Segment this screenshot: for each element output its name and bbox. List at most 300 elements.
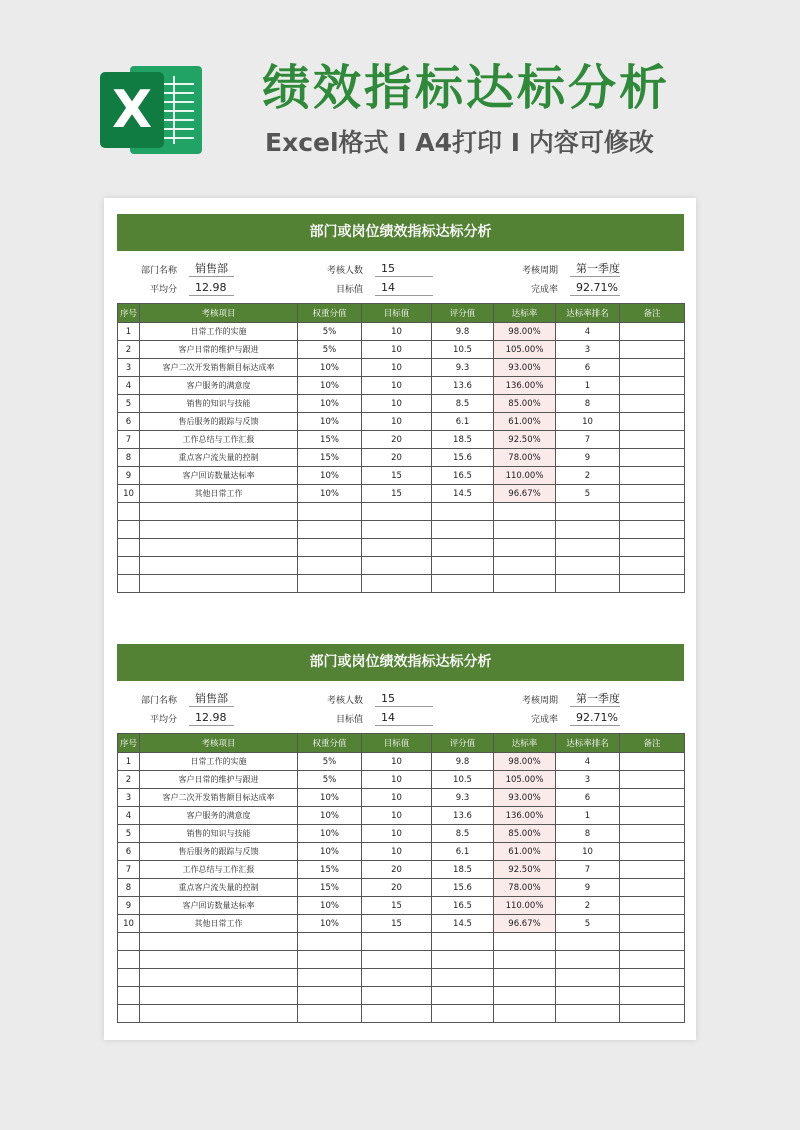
table-row	[118, 413, 685, 431]
table-cell[interactable]: 2	[556, 897, 620, 915]
table-cell[interactable]	[494, 557, 556, 575]
table-cell[interactable]: 85.00%	[494, 395, 556, 413]
table-cell[interactable]	[140, 987, 298, 1005]
table-cell[interactable]	[362, 539, 432, 557]
table-cell[interactable]: 78.00%	[494, 879, 556, 897]
table-cell[interactable]: 5	[118, 825, 140, 843]
table-cell[interactable]: 10	[362, 807, 432, 825]
table-cell[interactable]	[620, 521, 685, 539]
table-cell[interactable]: 5%	[298, 771, 362, 789]
table-cell[interactable]	[620, 503, 685, 521]
table-cell[interactable]: 9.3	[432, 789, 494, 807]
table-cell[interactable]: 10	[362, 377, 432, 395]
table-cell[interactable]	[362, 575, 432, 593]
table-cell[interactable]: 10	[362, 825, 432, 843]
table-cell[interactable]	[298, 951, 362, 969]
table-cell[interactable]	[494, 575, 556, 593]
table-row	[118, 861, 685, 879]
table-cell[interactable]: 110.00%	[494, 897, 556, 915]
table-cell[interactable]	[620, 323, 685, 341]
table-cell[interactable]: 105.00%	[494, 341, 556, 359]
table-cell[interactable]	[432, 557, 494, 575]
table-cell[interactable]: 15%	[298, 449, 362, 467]
table-cell[interactable]: 4	[556, 753, 620, 771]
table-cell[interactable]: 92.50%	[494, 431, 556, 449]
table-cell[interactable]: 3	[556, 341, 620, 359]
table-cell[interactable]: 4	[118, 377, 140, 395]
table-cell[interactable]: 客户回访数量达标率	[140, 467, 298, 485]
table-cell[interactable]	[494, 521, 556, 539]
table-cell[interactable]: 85.00%	[494, 825, 556, 843]
table-cell[interactable]: 1	[118, 323, 140, 341]
target-value-label: 目标值	[335, 715, 363, 725]
table-cell[interactable]	[140, 503, 298, 521]
table-cell[interactable]	[362, 987, 432, 1005]
table-row	[118, 807, 685, 825]
table-cell[interactable]	[298, 539, 362, 557]
table-cell[interactable]: 1	[556, 807, 620, 825]
table-cell[interactable]: 18.5	[432, 861, 494, 879]
table-cell[interactable]	[620, 879, 685, 897]
column-header: 权重分值	[298, 734, 362, 753]
column-header: 评分值	[432, 304, 494, 323]
table-header-row	[118, 304, 685, 323]
table-cell[interactable]	[118, 503, 140, 521]
table-cell[interactable]	[620, 539, 685, 557]
table-cell[interactable]: 10%	[298, 825, 362, 843]
table-cell[interactable]: 10%	[298, 485, 362, 503]
table-cell[interactable]: 重点客户流失量的控制	[140, 879, 298, 897]
table-cell[interactable]: 18.5	[432, 431, 494, 449]
table-cell[interactable]: 10	[556, 843, 620, 861]
table-row	[118, 431, 685, 449]
table-cell[interactable]: 10%	[298, 843, 362, 861]
table-cell[interactable]	[140, 969, 298, 987]
completion-rate-value[interactable]: 92.71%	[570, 710, 620, 726]
document-paper	[104, 198, 696, 1040]
table-cell[interactable]: 10%	[298, 789, 362, 807]
table-cell[interactable]: 15	[362, 897, 432, 915]
score-table	[117, 733, 685, 1023]
table-cell[interactable]	[140, 521, 298, 539]
table-cell[interactable]: 93.00%	[494, 789, 556, 807]
table-cell[interactable]: 15.6	[432, 879, 494, 897]
table-cell[interactable]	[118, 539, 140, 557]
table-cell[interactable]	[362, 557, 432, 575]
table-cell[interactable]	[620, 861, 685, 879]
table-cell[interactable]	[620, 933, 685, 951]
table-cell[interactable]	[432, 933, 494, 951]
column-header: 达标率	[494, 734, 556, 753]
table-cell[interactable]: 8	[556, 825, 620, 843]
table-cell[interactable]	[556, 933, 620, 951]
table-cell[interactable]: 销售的知识与技能	[140, 395, 298, 413]
table-cell[interactable]: 15	[362, 485, 432, 503]
average-score-label: 平均分	[149, 285, 177, 295]
table-row	[118, 969, 685, 987]
table-cell[interactable]: 8	[556, 395, 620, 413]
table-cell[interactable]	[556, 951, 620, 969]
table-cell[interactable]: 96.67%	[494, 915, 556, 933]
table-cell[interactable]: 10%	[298, 413, 362, 431]
table-cell[interactable]: 10.5	[432, 771, 494, 789]
table-cell[interactable]: 10%	[298, 807, 362, 825]
completion-rate-label: 完成率	[530, 285, 558, 295]
table-cell[interactable]	[620, 575, 685, 593]
table-cell[interactable]	[118, 951, 140, 969]
table-cell[interactable]: 5	[556, 915, 620, 933]
table-cell[interactable]: 6	[118, 413, 140, 431]
table-cell[interactable]: 20	[362, 861, 432, 879]
table-cell[interactable]: 15	[362, 915, 432, 933]
summary-info	[117, 251, 684, 303]
table-cell[interactable]	[494, 539, 556, 557]
page-title: 绩效指标达标分析	[262, 60, 671, 116]
column-header: 备注	[620, 734, 685, 753]
table-cell[interactable]: 10%	[298, 359, 362, 377]
table-cell[interactable]	[620, 377, 685, 395]
table-cell[interactable]	[620, 359, 685, 377]
table-cell[interactable]	[494, 969, 556, 987]
table-cell[interactable]	[432, 951, 494, 969]
table-cell[interactable]: 10	[362, 395, 432, 413]
table-cell[interactable]: 10%	[298, 395, 362, 413]
table-cell[interactable]	[494, 951, 556, 969]
table-cell[interactable]	[432, 969, 494, 987]
table-cell[interactable]: 客户二次开发销售额目标达成率	[140, 359, 298, 377]
table-cell[interactable]: 20	[362, 879, 432, 897]
table-cell[interactable]: 客户日常的维护与跟进	[140, 771, 298, 789]
dept-name-label: 部门名称	[140, 266, 177, 276]
table-cell[interactable]	[362, 503, 432, 521]
table-cell[interactable]	[620, 467, 685, 485]
table-cell[interactable]	[140, 539, 298, 557]
table-row	[118, 557, 685, 575]
table-cell[interactable]: 2	[118, 771, 140, 789]
table-cell[interactable]: 10	[362, 753, 432, 771]
completion-rate-value[interactable]: 92.71%	[570, 280, 620, 296]
table-cell[interactable]	[140, 575, 298, 593]
table-cell[interactable]	[298, 557, 362, 575]
table-cell[interactable]	[494, 503, 556, 521]
table-cell[interactable]: 2	[118, 341, 140, 359]
table-row	[118, 395, 685, 413]
dept-name-value[interactable]: 销售部	[189, 261, 234, 277]
table-cell[interactable]: 136.00%	[494, 377, 556, 395]
people-count-label: 考核人数	[326, 696, 363, 706]
table-cell[interactable]: 1	[556, 377, 620, 395]
table-cell[interactable]: 110.00%	[494, 467, 556, 485]
table-cell[interactable]: 2	[556, 467, 620, 485]
table-cell[interactable]: 8	[118, 449, 140, 467]
table-cell[interactable]	[620, 843, 685, 861]
table-row	[118, 449, 685, 467]
table-cell[interactable]: 93.00%	[494, 359, 556, 377]
table-cell[interactable]: 6.1	[432, 413, 494, 431]
table-cell[interactable]: 20	[362, 431, 432, 449]
table-cell[interactable]	[556, 987, 620, 1005]
table-row	[118, 521, 685, 539]
table-cell[interactable]: 10	[362, 789, 432, 807]
table-cell[interactable]: 10	[362, 413, 432, 431]
table-cell[interactable]: 5	[118, 395, 140, 413]
table-cell[interactable]: 98.00%	[494, 753, 556, 771]
table-cell[interactable]	[298, 933, 362, 951]
table-cell[interactable]: 98.00%	[494, 323, 556, 341]
table-cell[interactable]: 重点客户流失量的控制	[140, 449, 298, 467]
table-cell[interactable]: 16.5	[432, 897, 494, 915]
table-cell[interactable]	[620, 557, 685, 575]
table-cell[interactable]: 7	[118, 861, 140, 879]
table-cell[interactable]	[620, 951, 685, 969]
table-cell[interactable]: 10	[362, 843, 432, 861]
review-period-value[interactable]: 第一季度	[570, 261, 620, 277]
table-cell[interactable]: 14.5	[432, 915, 494, 933]
table-cell[interactable]: 客户回访数量达标率	[140, 897, 298, 915]
table-cell[interactable]: 9	[118, 897, 140, 915]
table-cell[interactable]	[620, 825, 685, 843]
table-cell[interactable]: 10.5	[432, 341, 494, 359]
table-cell[interactable]: 10%	[298, 915, 362, 933]
table-cell[interactable]: 96.67%	[494, 485, 556, 503]
target-value-value[interactable]: 14	[375, 710, 433, 726]
table-cell[interactable]	[140, 557, 298, 575]
table-cell[interactable]: 10	[362, 771, 432, 789]
table-cell[interactable]	[298, 1005, 362, 1023]
table-cell[interactable]: 20	[362, 449, 432, 467]
column-header: 权重分值	[298, 304, 362, 323]
table-cell[interactable]: 客户日常的维护与跟进	[140, 341, 298, 359]
table-cell[interactable]	[118, 1005, 140, 1023]
table-cell[interactable]	[432, 539, 494, 557]
review-period-value[interactable]: 第一季度	[570, 691, 620, 707]
target-value-value[interactable]: 14	[375, 280, 433, 296]
table-cell[interactable]: 4	[556, 323, 620, 341]
column-header: 达标率排名	[556, 734, 620, 753]
average-score-value[interactable]: 12.98	[189, 710, 234, 726]
table-cell[interactable]: 售后服务的跟踪与反馈	[140, 843, 298, 861]
table-cell[interactable]	[118, 969, 140, 987]
table-cell[interactable]: 3	[556, 771, 620, 789]
table-cell[interactable]	[432, 987, 494, 1005]
table-cell[interactable]	[556, 539, 620, 557]
table-cell[interactable]: 销售的知识与技能	[140, 825, 298, 843]
table-cell[interactable]: 工作总结与工作汇报	[140, 861, 298, 879]
table-row	[118, 825, 685, 843]
table-cell[interactable]	[556, 557, 620, 575]
table-cell[interactable]: 售后服务的跟踪与反馈	[140, 413, 298, 431]
table-cell[interactable]	[362, 951, 432, 969]
table-header-row	[118, 734, 685, 753]
table-cell[interactable]	[140, 1005, 298, 1023]
table-row	[118, 771, 685, 789]
table-cell[interactable]	[432, 575, 494, 593]
table-cell[interactable]: 10	[362, 323, 432, 341]
table-cell[interactable]	[494, 933, 556, 951]
table-cell[interactable]: 10	[556, 413, 620, 431]
table-cell[interactable]	[494, 987, 556, 1005]
table-cell[interactable]: 92.50%	[494, 861, 556, 879]
table-cell[interactable]: 工作总结与工作汇报	[140, 431, 298, 449]
table-cell[interactable]	[118, 557, 140, 575]
table-cell[interactable]: 7	[556, 861, 620, 879]
table-cell[interactable]	[432, 503, 494, 521]
table-cell[interactable]	[620, 897, 685, 915]
table-cell[interactable]	[298, 969, 362, 987]
table-cell[interactable]	[362, 933, 432, 951]
table-cell[interactable]	[494, 1005, 556, 1023]
table-cell[interactable]	[620, 395, 685, 413]
column-header: 备注	[620, 304, 685, 323]
table-cell[interactable]	[118, 521, 140, 539]
table-cell[interactable]: 5%	[298, 341, 362, 359]
table-cell[interactable]: 3	[118, 359, 140, 377]
table-cell[interactable]: 15%	[298, 861, 362, 879]
table-cell[interactable]: 9.8	[432, 323, 494, 341]
table-cell[interactable]	[432, 521, 494, 539]
table-cell[interactable]: 5%	[298, 323, 362, 341]
table-cell[interactable]	[620, 789, 685, 807]
table-cell[interactable]: 9	[556, 879, 620, 897]
table-cell[interactable]: 15.6	[432, 449, 494, 467]
table-cell[interactable]	[140, 933, 298, 951]
table-row	[118, 753, 685, 771]
table-cell[interactable]	[620, 915, 685, 933]
table-cell[interactable]	[620, 1005, 685, 1023]
table-cell[interactable]	[620, 485, 685, 503]
table-cell[interactable]: 78.00%	[494, 449, 556, 467]
table-cell[interactable]	[620, 771, 685, 789]
table-cell[interactable]: 5	[556, 485, 620, 503]
table-cell[interactable]: 8.5	[432, 395, 494, 413]
table-cell[interactable]: 日常工作的实施	[140, 323, 298, 341]
table-cell[interactable]: 15%	[298, 431, 362, 449]
table-cell[interactable]	[556, 521, 620, 539]
table-cell[interactable]: 客户服务的满意度	[140, 807, 298, 825]
table-cell[interactable]	[620, 807, 685, 825]
table-cell[interactable]: 5%	[298, 753, 362, 771]
table-cell[interactable]: 10	[362, 359, 432, 377]
table-cell[interactable]	[620, 987, 685, 1005]
table-cell[interactable]: 6	[556, 359, 620, 377]
table-cell[interactable]: 61.00%	[494, 413, 556, 431]
table-cell[interactable]	[556, 1005, 620, 1023]
column-header: 目标值	[362, 734, 432, 753]
table-cell[interactable]	[620, 449, 685, 467]
table-cell[interactable]	[298, 521, 362, 539]
table-cell[interactable]	[118, 575, 140, 593]
table-cell[interactable]: 14.5	[432, 485, 494, 503]
review-period-label: 考核周期	[521, 266, 558, 276]
table-cell[interactable]: 13.6	[432, 377, 494, 395]
table-cell[interactable]: 16.5	[432, 467, 494, 485]
score-table	[117, 303, 685, 593]
table-cell[interactable]: 10	[118, 915, 140, 933]
table-row	[118, 843, 685, 861]
table-cell[interactable]: 9	[118, 467, 140, 485]
sheet-block-2	[117, 644, 684, 1023]
dept-name-value[interactable]: 销售部	[189, 691, 234, 707]
table-cell[interactable]: 1	[118, 753, 140, 771]
table-cell[interactable]: 10	[118, 485, 140, 503]
excel-logo-icon	[100, 62, 204, 158]
table-cell[interactable]: 3	[118, 789, 140, 807]
table-cell[interactable]: 8.5	[432, 825, 494, 843]
table-cell[interactable]	[362, 521, 432, 539]
table-cell[interactable]: 7	[556, 431, 620, 449]
table-cell[interactable]	[362, 969, 432, 987]
table-cell[interactable]	[620, 341, 685, 359]
table-cell[interactable]: 客户二次开发销售额目标达成率	[140, 789, 298, 807]
table-cell[interactable]: 15%	[298, 879, 362, 897]
table-cell[interactable]: 日常工作的实施	[140, 753, 298, 771]
table-cell[interactable]	[556, 575, 620, 593]
table-cell[interactable]: 4	[118, 807, 140, 825]
table-cell[interactable]: 客户服务的满意度	[140, 377, 298, 395]
table-cell[interactable]: 7	[118, 431, 140, 449]
table-cell[interactable]	[620, 413, 685, 431]
table-cell[interactable]: 9	[556, 449, 620, 467]
table-cell[interactable]	[298, 987, 362, 1005]
column-header: 考核项目	[140, 304, 298, 323]
table-row	[118, 467, 685, 485]
table-cell[interactable]: 10%	[298, 897, 362, 915]
average-score-value[interactable]: 12.98	[189, 280, 234, 296]
table-cell[interactable]: 8	[118, 879, 140, 897]
table-cell[interactable]: 6	[118, 843, 140, 861]
people-count-value[interactable]: 15	[375, 261, 433, 277]
table-cell[interactable]: 10	[362, 341, 432, 359]
table-cell[interactable]	[432, 1005, 494, 1023]
table-cell[interactable]	[556, 969, 620, 987]
table-cell[interactable]	[620, 431, 685, 449]
table-cell[interactable]: 6.1	[432, 843, 494, 861]
table-cell[interactable]	[620, 969, 685, 987]
table-cell[interactable]	[140, 951, 298, 969]
table-cell[interactable]	[556, 503, 620, 521]
table-cell[interactable]: 其他日常工作	[140, 485, 298, 503]
table-row	[118, 933, 685, 951]
table-cell[interactable]	[362, 1005, 432, 1023]
average-score-label: 平均分	[149, 715, 177, 725]
table-cell[interactable]: 10%	[298, 467, 362, 485]
table-cell[interactable]	[620, 753, 685, 771]
table-cell[interactable]	[118, 933, 140, 951]
table-cell[interactable]: 其他日常工作	[140, 915, 298, 933]
table-row	[118, 575, 685, 593]
table-cell[interactable]: 9.8	[432, 753, 494, 771]
table-cell[interactable]: 9.3	[432, 359, 494, 377]
table-row	[118, 879, 685, 897]
table-row	[118, 503, 685, 521]
column-header: 序号	[118, 304, 140, 323]
table-cell[interactable]: 105.00%	[494, 771, 556, 789]
people-count-value[interactable]: 15	[375, 691, 433, 707]
table-cell[interactable]: 13.6	[432, 807, 494, 825]
table-cell[interactable]: 10%	[298, 377, 362, 395]
table-row	[118, 1005, 685, 1023]
table-cell[interactable]	[118, 987, 140, 1005]
table-cell[interactable]: 136.00%	[494, 807, 556, 825]
table-cell[interactable]: 6	[556, 789, 620, 807]
table-cell[interactable]	[298, 575, 362, 593]
table-cell[interactable]: 15	[362, 467, 432, 485]
completion-rate-label: 完成率	[530, 715, 558, 725]
table-cell[interactable]: 61.00%	[494, 843, 556, 861]
page-subtitle: Excel格式 I A4打印 I 内容可修改	[265, 128, 654, 157]
logo-letter: X	[100, 72, 164, 148]
table-cell[interactable]	[298, 503, 362, 521]
